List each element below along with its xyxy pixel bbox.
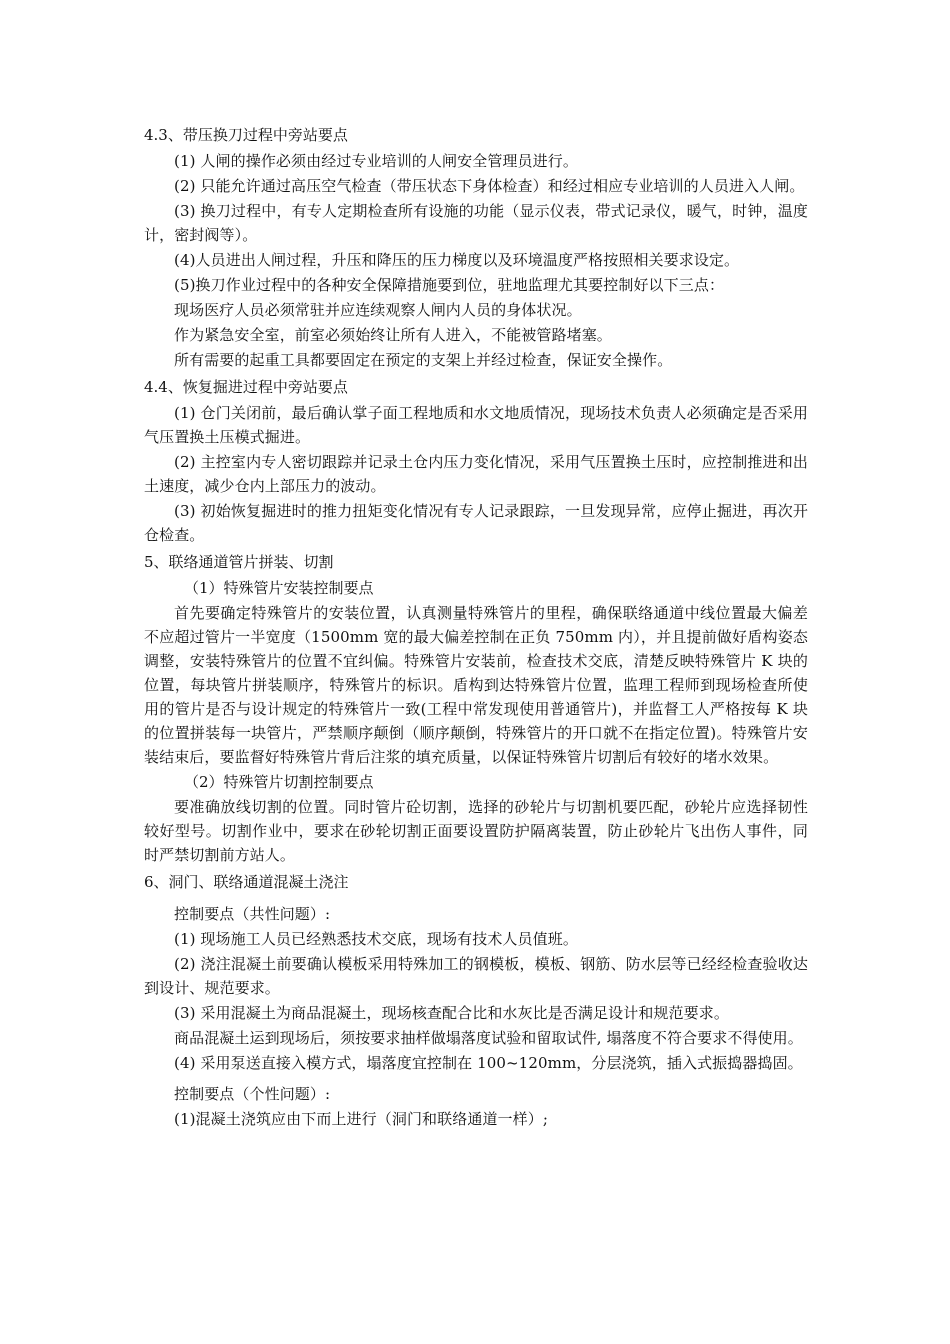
paragraph: (2) 主控室内专人密切跟踪并记录土仓内压力变化情况，采用气压置换土压时，应控制推进和出土速度，减少仓内上部压力的波动。: [144, 453, 808, 495]
section-heading-6: 6、洞门、联络通道混凝土浇注: [144, 873, 349, 891]
paragraph: (5)换刀作业过程中的各种安全保障措施要到位，驻地监理尤其要控制好以下三点：: [174, 276, 725, 294]
paragraph: (2) 只能允许通过高压空气检查（带压状态下身体检查）和经过相应专业培训的人员进入人闸。: [174, 177, 805, 195]
paragraph: 商品混凝土运到现场后，须按要求抽样做塌落度试验和留取试件, 塌落度不符合要求不得使用。: [174, 1029, 803, 1047]
section-heading-4-4: 4.4、恢复掘进过程中旁站要点: [144, 378, 348, 396]
paragraph: 首先要确定特殊管片的安装位置，认真测量特殊管片的里程，确保联络通道中线位置最大偏差不应超过管片一半宽度（1500mm 宽的最大偏差控制在正负 750mm 内），并且提前做好盾构姿态调整，安装特殊管片的位置不宜纠偏。特殊管片安装前，检查技术交底，清楚反映特殊管片 K 块的位置，每块管片拼装顺序，特殊管片的标识。盾构到达特殊管片位置，监理工程师到现场检查所使用的管片是否与设计规定的特殊管片一致(工程中常发现使用普通管片)，并监督工人严格按每 K 块的位置拼装每一块管片，严禁顺序颠倒（顺序颠倒，特殊管片的开口就不在指定位置)。特殊管片安装结束后，要监督好特殊管片背后注浆的填充质量，以保证特殊管片切割后有较好的堵水效果。: [144, 604, 808, 766]
paragraph: (4)人员进出人闸过程，升压和降压的压力梯度以及环境温度严格按照相关要求设定。: [174, 251, 740, 269]
subsection-heading: （1）特殊管片安装控制要点: [184, 579, 374, 597]
section-heading-4-3: 4.3、带压换刀过程中旁站要点: [144, 126, 348, 144]
paragraph: (1) 仓门关闭前，最后确认掌子面工程地质和水文地质情况，现场技术负责人必须确定是否采用气压置换土压模式掘进。: [144, 404, 808, 446]
paragraph: (3) 初始恢复掘进时的推力扭矩变化情况有专人记录跟踪，一旦发现异常，应停止掘进，再次开仓检查。: [144, 502, 808, 544]
paragraph: 作为紧急安全室，前室必须始终让所有人进入，不能被管路堵塞。: [174, 326, 612, 344]
paragraph: (4) 采用泵送直接入模方式，塌落度宜控制在 100~120mm，分层浇筑，插入式振捣器捣固。: [174, 1054, 803, 1072]
document-body: [144, 120, 808, 1132]
paragraph: (1)混凝土浇筑应由下而上进行（洞门和联络通道一样）;: [174, 1110, 549, 1128]
paragraph: (2) 浇注混凝土前要确认模板采用特殊加工的钢模板，模板、钢筋、防水层等已经经检查验收达到设计、规范要求。: [144, 955, 808, 997]
paragraph: (3) 换刀过程中，有专人定期检查所有设施的功能（显示仪表，带式记录仪，暖气，时钟，温度计，密封阀等）。: [144, 202, 808, 244]
paragraph: (1) 现场施工人员已经熟悉技术交底，现场有技术人员值班。: [174, 930, 578, 948]
subsection-heading: （2）特殊管片切割控制要点: [184, 773, 374, 791]
paragraph: (3) 采用混凝土为商品混凝土，现场核查配合比和水灰比是否满足设计和规范要求。: [174, 1004, 729, 1022]
control-points-label: 控制要点（个性问题）:: [174, 1085, 331, 1103]
paragraph: 现场医疗人员必须常驻并应连续观察人闸内人员的身体状况。: [174, 301, 582, 319]
paragraph: (1) 人闸的操作必须由经过专业培训的人闸安全管理员进行。: [174, 152, 578, 170]
paragraph: 所有需要的起重工具都要固定在预定的支架上并经过检查，保证安全操作。: [174, 351, 673, 369]
control-points-label: 控制要点（共性问题）:: [174, 905, 331, 923]
section-heading-5: 5、联络通道管片拼装、切割: [144, 553, 334, 571]
paragraph: 要准确放线切割的位置。同时管片砼切割，选择的砂轮片与切割机要匹配，砂轮片应选择韧性较好型号。切割作业中，要求在砂轮切割正面要设置防护隔离装置，防止砂轮片飞出伤人事件，同时严禁切割前方站人。: [144, 798, 808, 864]
